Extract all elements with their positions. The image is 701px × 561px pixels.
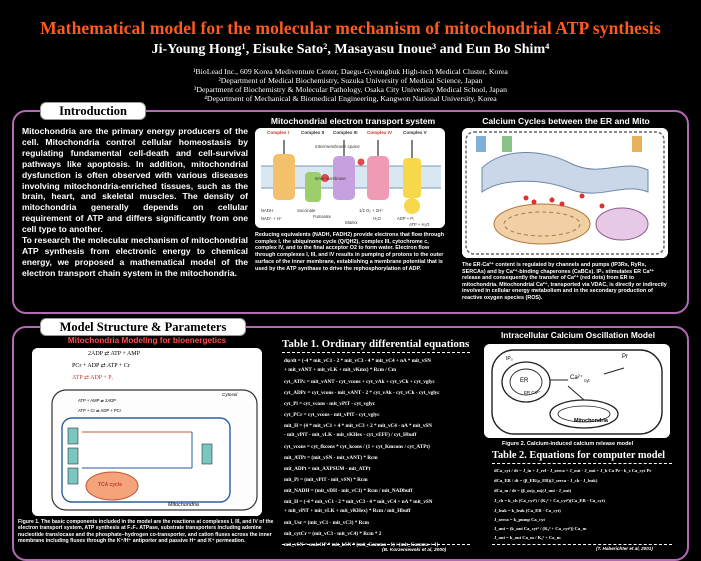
label-intermembrane: Intermembrane space <box>315 144 360 149</box>
equation-row: mit_ADPt = mit_AXPSUM - mit_ATPt <box>284 466 371 472</box>
label-matrix-creatine: ATP + Cr ⇄ ADP + PCr <box>78 408 122 413</box>
etc-figure <box>255 128 445 228</box>
complex-v-shape <box>403 158 421 198</box>
bioenergetics-card <box>18 336 276 556</box>
equation-row: J_leak = k_leak (Ca_ER - Ca_cyt) <box>494 508 561 513</box>
label-mitochondria: Mitochondria <box>168 502 199 508</box>
label-fumarate: Fumarate <box>313 214 331 219</box>
equation-row: cyt_ATPc = mit_vANT - cyt_vcons + cyt_vAk + cyt_vCk + cyt_vglyc <box>284 379 435 385</box>
introduction-heading: Introduction <box>40 102 146 120</box>
label-matrix: Matrix <box>345 220 358 225</box>
poster-title: Mathematical model for the molecular mechanism of mitochondrial ATP synthesis <box>40 18 661 38</box>
equation-row: J_out = k_out Ca_m / K₃² + Ca_m <box>494 535 561 540</box>
table1-bottom-rule <box>282 544 470 545</box>
table2-citation: (T. Haberichter et al, 2001) <box>596 546 653 551</box>
label-ca: Ca²⁺ <box>570 375 583 381</box>
calcium-cycle-caption: The ER-Ca²⁺ content is regulated by channels and pumps (IP3Rs, RyRs, SERCAs) and by Ca²⁺-binding chaperones (CaBCs). IP₃ stimulates ER Ca²⁺ release and consequently the transfer of Ca²⁺ (red dots) from ER to mitochondria. Mitochondrial Ca²⁺, transported via VDAC, is directly or indirectly involved in cellular energy metabolism and in the secondary production of reactive oxygen species (ROS). <box>462 262 667 301</box>
label-nadh: NADH <box>261 208 273 213</box>
equation-row: cyt_Pi = cyt_vcons - mit_vPiT - cyt_vglyc <box>284 401 376 407</box>
complex-ii-label: Complex II <box>301 130 325 135</box>
complex-iv-label: Complex IV <box>367 130 393 135</box>
equation-row: dψ/dt = (-4 * mit_vC1 - 2 * mit_vC3 - 4 * mit_vC4 + nA * mit_vSN <box>284 358 431 364</box>
model-heading: Model Structure & Parameters <box>40 318 246 336</box>
equation-row: mit_vSN = scaleOP * mit_kSN * (mit_Gamma - 1) / (mit_Gamma + 1) <box>284 542 439 548</box>
etc-title: Mitochondrial electron transport system <box>270 116 436 126</box>
affiliation-3: ³Department of Biochemistry & Molecular Pathology, Osaka City University Medical School, Japan <box>194 85 507 94</box>
table1-citation: (B. Korzeniewski et al, 2000) <box>382 548 447 553</box>
calcium-cycle-figure <box>462 128 668 258</box>
label-nad: NAD⁺ + H⁺ <box>261 216 283 221</box>
table1-equations <box>284 358 470 553</box>
label-cyt: cyt <box>584 378 590 383</box>
bioenergetics-figure <box>32 348 262 516</box>
equation-row: mit_Pi = (mit_vPiT - mit_vSN) * Rcm <box>284 477 368 483</box>
label-water: H₂O <box>373 216 381 221</box>
equation-row: dCa_ER / dt = (β_ER/ρ_ER)(J_serca - J_ch - J_leak) <box>494 478 598 483</box>
table2 <box>492 450 678 554</box>
reaction-creatine: PCr + ADP ⇄ ATP + Cr <box>72 363 130 369</box>
equation-row: dCa_cyt / dt = J_in + J_rel - J_serca + J_out - J_uni + J_b Ca Pr - k_s Ca_cyt Pr <box>494 468 652 473</box>
label-pr: Pr <box>622 354 628 360</box>
label-er-ca: ER Ca²⁺ <box>524 390 541 395</box>
complex-i-shape <box>273 154 295 200</box>
equation-row: mit_cytCr = (mit_vC3 - mit_vC4) * Rcm * 2 <box>284 531 382 537</box>
affiliation-1: ¹BioLead Inc., 609 Korea Mediventure Center, Daegu-Gyeongbuk High-tech Medical Cluster, Korea <box>193 67 508 76</box>
equation-row: J_ch = k_ch (Ca_cyt²) / (K₁² + Ca_cyt²)(Ca_ER - Ca_cyt) <box>494 498 605 503</box>
calcium-cycle-title: Calcium Cycles between the ER and Mito <box>482 116 650 126</box>
equation-row: mit_NADH = (mit_vDH - mit_vC1) * Rcm / mit_NADbuff <box>284 488 413 494</box>
equation-row: J_serca = k_pump Ca_cyt <box>494 517 545 522</box>
complex-i-label: Complex I <box>267 130 289 135</box>
equation-row: J_uni = (k_uni Ca_cyt² / (K₂² + Ca_cyt²)) Ca_m <box>494 526 587 531</box>
label-mitochondria-osc: Mitochondria <box>574 418 608 424</box>
table2-equations <box>494 468 676 544</box>
table2-title: Table 2. Equations for computer model <box>492 450 666 461</box>
table2-bottom-rule <box>492 544 672 545</box>
equation-row: mit_Usr = (mit_vC1 - mit_vC3) * Rcm <box>284 520 369 526</box>
label-atp: ATP + H₂O <box>409 222 430 227</box>
reaction-atp-hydrolysis: ATP ⇄ ADP + Pᵢ <box>72 375 113 381</box>
table2-top-rule <box>492 463 672 464</box>
equation-row: cyt_vcons = cyt_fkcons * cyt_kcons / (1 + cyt_Kmcons / cyt_ATPt) <box>284 444 430 450</box>
table1-top-rule <box>282 352 470 353</box>
equation-row: mit_H = (-4 * mit_vC1 - 2 * mit_vC3 - 4 * mit_vC4 + nA * mit_vSN <box>284 499 433 505</box>
calcium-cycle-card <box>460 116 672 310</box>
etc-card <box>253 116 453 310</box>
equation-row: mit_ATPt = (mit_vSN - mit_vANT) * Rcm <box>284 455 378 461</box>
equation-row: cyt_ADPc = cyt_vcons - mit_vANT - 2 * cyt_vAk - cyt_vCk - cyt_vglyc <box>284 390 440 396</box>
table1-title: Table 1. Ordinary differential equations <box>282 338 470 350</box>
affiliation-4: ⁴Department of Mechanical & Biomedical Engineering, Kangwon National University, Korea <box>204 94 497 103</box>
equation-row: + mit_vANT + mit_vLK + mit_vKmx) * Rcm / Cm <box>284 367 397 373</box>
label-cytosol: Cytosol <box>222 392 238 397</box>
author-list: Ji-Young Hong¹, Eisuke Sato², Masayasu Inoue³ and Eun Bo Shim⁴ <box>151 42 550 57</box>
etc-caption: Reducing equivalents (NADH, FADH2) provide electrons that flow through complex I, the ubiquinone cycle (Q/QH2), complex III, cytochrome c, complex IV, and to the final acceptor O2 to form water. Electron flow through complexes I, III, and IV results in pumping of protons to the outer surface of the inner membrane, establishing a membrane potential that is used by the ATP synthase to drive the rephosphorylation of ADP. <box>255 232 444 272</box>
introduction-text <box>22 126 248 279</box>
affiliation-2: ²Department of Medical Biochemistry, Suzuka University of Medical Science, Japan <box>218 76 483 85</box>
introduction-paragraph-1: Mitochondria are the primary energy producers of the cell. Mitochondria control cellular homeostasis by regulating fundamental cell-death and cell-survival pathways like apoptosis. In addition, mitochondrial dysfunction is often observed with various diseases involving mitochondria-enriched tissues, such as the brain, heart, and skeletal muscles. The density of mitochondria generally depends on cellular requirement of ATP and differs significantly from one cell type to another. <box>22 126 248 235</box>
equation-row: mit_H = (4 * mit_vC1 + 4 * mit_vC3 + 2 * mit_vC4 - nA * mit_vSN <box>284 423 433 429</box>
complex-iv-shape <box>367 156 389 200</box>
equation-row: + mit_vPiT + mit_vLK + mit_vKHex) * Rcm / mit_Hbuff <box>284 508 411 514</box>
label-tca-cycle: TCA cycle <box>98 482 122 488</box>
label-matrix-adenylate: ATP + AMP ⇄ 2ADP <box>78 398 117 403</box>
equation-row: dCa_m / dt = (β_m/ρ_m)(J_uni - J_out) <box>494 488 572 493</box>
label-inner-membrane: Inner membrane <box>315 176 346 181</box>
table1 <box>282 338 472 556</box>
calcium-oscillation-card <box>478 330 678 450</box>
calcium-oscillation-title: Intracellular Calcium Oscillation Model <box>500 330 656 340</box>
etc-diagram <box>255 128 445 228</box>
equation-row: cyt_PCr = cyt_vcons - mit_vPiT - cyt_vglyc <box>284 412 380 418</box>
label-ip3: IP₃ <box>506 356 513 362</box>
label-oxygen: 1/2 O₂ + 2H⁺ <box>359 208 384 213</box>
reaction-adenylate: 2ADP ⇄ ATP + AMP <box>88 351 140 357</box>
bioenergetics-title: Mitochondria Modeling for bioenergetics <box>67 336 227 345</box>
label-adp: ADP + Pᵢ <box>397 216 414 221</box>
bioenergetics-diagram <box>32 348 262 516</box>
label-er: ER <box>520 378 529 384</box>
label-succinate: Succinate <box>297 208 316 213</box>
bioenergetics-caption: Figure 1. The basic components included in the model are the reactions at complexes I, III, and IV of the electron transport system, ATP synthesis at F₁F₀ ATPase, substrate transporters including adenine nucleotide translocase and the phosphate–hydrogen co-transporter, and cation fluxes across the inner membrane including fluxes through the K⁺/H⁺ antiporter and passive H⁺ and K⁺ permeation. <box>18 519 274 545</box>
introduction-paragraph-2: To research the molecular mechanism of mitochondrial ATP synthesis from electronic energy to chemical energy, we proposed a mathematical model of the electron transport chain system in the mitochondria. <box>22 235 248 278</box>
etc-complex-labels <box>255 128 445 138</box>
equation-row: - mit_vPiT - mit_vLK - mit_vKHex - cyt_vEFF) / cyt_Hbuff <box>284 432 417 438</box>
complex-v-label: Complex V <box>403 130 427 135</box>
complex-iii-label: Complex III <box>333 130 358 135</box>
calcium-oscillation-caption: Figure 2. Calcium-induced calcium release model <box>502 441 634 447</box>
calcium-cycle-diagram <box>462 128 668 258</box>
